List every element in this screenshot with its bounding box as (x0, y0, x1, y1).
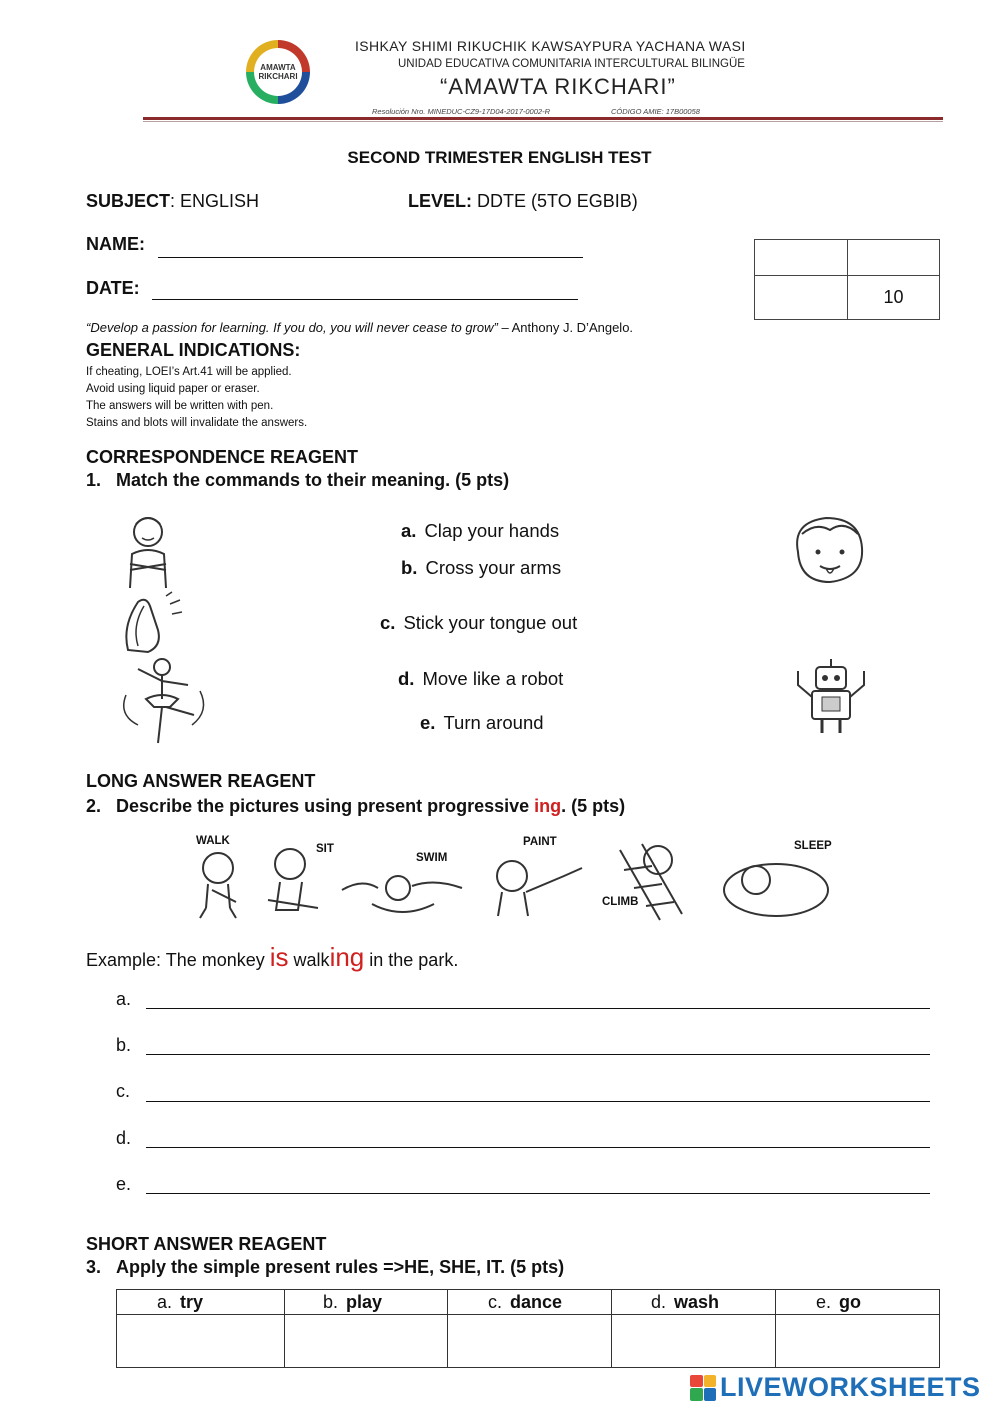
answer-letter-b: b. (116, 1035, 132, 1055)
verb-header-wash: d. wash (651, 1291, 720, 1312)
level-value: DDTE (5TO EGBIB) (472, 191, 638, 211)
date-field[interactable] (152, 284, 578, 300)
logo-text-1: AMAWTA (260, 63, 296, 72)
subject-label: SUBJECT (86, 191, 171, 211)
section3-heading: SHORT ANSWER REAGENT (86, 1234, 327, 1254)
clapping-hands-image[interactable] (118, 590, 188, 656)
picture-label-swim: SWIM (416, 852, 448, 864)
answer-line-c[interactable] (146, 1101, 930, 1102)
monkey-activities-strip (172, 830, 852, 926)
verb-header-play: b. play (323, 1291, 383, 1312)
school-name-spanish: UNIDAD EDUCATIVA COMUNITARIA INTERCULTURAL BILINGÜE (398, 58, 745, 70)
answer-line-d[interactable] (146, 1147, 930, 1148)
verb-answer-go[interactable] (776, 1315, 939, 1367)
ballerina-turning-image[interactable] (118, 655, 213, 747)
level-label: LEVEL: (408, 191, 473, 211)
section1-instruction-row (86, 470, 509, 491)
option-d[interactable]: d. Move like a robot (398, 668, 564, 689)
option-e[interactable]: e. Turn around (420, 712, 544, 733)
section3-number: 3. (86, 1257, 102, 1277)
quote-author: – Anthony J. D’Angelo. (497, 320, 634, 335)
subject-value: : ENGLISH (170, 191, 260, 211)
verb-header-go: e. go (816, 1291, 862, 1312)
section2-instruction-row (86, 796, 625, 817)
answer-line-e[interactable] (146, 1193, 930, 1194)
verb-header-dance: c. dance (488, 1291, 563, 1312)
answer-letter-d: d. (116, 1128, 132, 1148)
verb-answer-dance[interactable] (448, 1315, 611, 1367)
answer-letter-a: a. (116, 989, 132, 1009)
verb-answer-try[interactable] (117, 1315, 284, 1367)
header-rule (143, 117, 943, 120)
indication-item: The answers will be written with pen. (86, 400, 274, 412)
cross-arms-boy-image[interactable] (118, 512, 178, 590)
level-row (408, 191, 638, 212)
section2-number: 2. (86, 796, 102, 816)
picture-label-sleep: SLEEP (794, 840, 832, 852)
option-b[interactable]: b. Cross your arms (401, 557, 562, 578)
general-indications-list (86, 364, 307, 432)
ing-highlight: ing (534, 796, 562, 816)
grade-box (754, 239, 940, 320)
verb-answer-play[interactable] (285, 1315, 447, 1367)
verb-header-try: a. try (157, 1291, 204, 1312)
logo-text-2: RIKCHARI (258, 72, 298, 81)
section3-instruction: Apply the simple present rules =>HE, SHE, IT. (5 pts) (116, 1257, 565, 1277)
picture-label-walk: WALK (196, 835, 230, 847)
answer-line-a[interactable] (146, 1008, 930, 1009)
section1-number: 1. (86, 470, 102, 490)
section1-heading: CORRESPONDENCE REAGENT (86, 447, 359, 467)
liveworksheets-watermark: LIVEWORKSHEETS (690, 1372, 981, 1403)
school-name-kichwa: ISHKAY SHIMI RIKUCHIK KAWSAYPURA YACHANA WASI (355, 38, 746, 54)
indication-item: Stains and blots will invalidate the answers. (86, 417, 308, 429)
answer-letter-c: c. (116, 1081, 131, 1101)
verb-answer-wash[interactable] (612, 1315, 775, 1367)
indication-item: If cheating, LOEI’s Art.41 will be applied. (86, 366, 292, 378)
test-title: SECOND TRIMESTER ENGLISH TEST (347, 148, 652, 167)
school-logo (246, 40, 310, 104)
header-rule-thin (143, 121, 943, 122)
section1-instruction: Match the commands to their meaning. (5 pts) (116, 470, 510, 490)
option-c[interactable]: c. Stick your tongue out (380, 612, 578, 633)
picture-label-sit: SIT (316, 843, 334, 855)
picture-label-climb: CLIMB (602, 896, 639, 908)
section3-instruction-row (86, 1257, 564, 1278)
option-a[interactable]: a. Clap your hands (401, 520, 560, 541)
tongue-out-boy-image[interactable] (786, 512, 872, 586)
section2-heading: LONG ANSWER REAGENT (86, 771, 316, 791)
quote (86, 320, 633, 335)
name-label: NAME: (86, 234, 145, 254)
answer-line-b[interactable] (146, 1054, 930, 1055)
picture-label-paint: PAINT (523, 836, 557, 848)
date-label: DATE: (86, 278, 140, 298)
resolution-number: Resolución Nro. MINEDUC-CZ9-17D04-2017-0002-R (372, 107, 550, 116)
amie-code: CÓDIGO AMIE: 17B00058 (611, 107, 700, 116)
example-is: is (269, 942, 289, 972)
liveworksheets-logo-icon (690, 1375, 716, 1401)
name-field[interactable] (158, 240, 583, 258)
answer-letter-e: e. (116, 1174, 132, 1194)
robot-image[interactable] (792, 657, 870, 735)
indication-item: Avoid using liquid paper or eraser. (86, 383, 260, 395)
section2-instruction: Describe the pictures using present progressive ing. (5 pts) (116, 796, 626, 816)
example-sentence: Example: The monkey is walking in the park. (86, 942, 459, 972)
grade-total: 10 (883, 287, 904, 307)
general-indications-heading: GENERAL INDICATIONS: (86, 340, 301, 360)
quote-text: “Develop a passion for learning. If you do, you will never cease to grow” (86, 320, 498, 335)
example-ing: ing (329, 942, 365, 972)
verbs-table (116, 1289, 940, 1368)
school-name: “AMAWTA RIKCHARI” (440, 74, 676, 99)
subject-row (86, 191, 259, 212)
